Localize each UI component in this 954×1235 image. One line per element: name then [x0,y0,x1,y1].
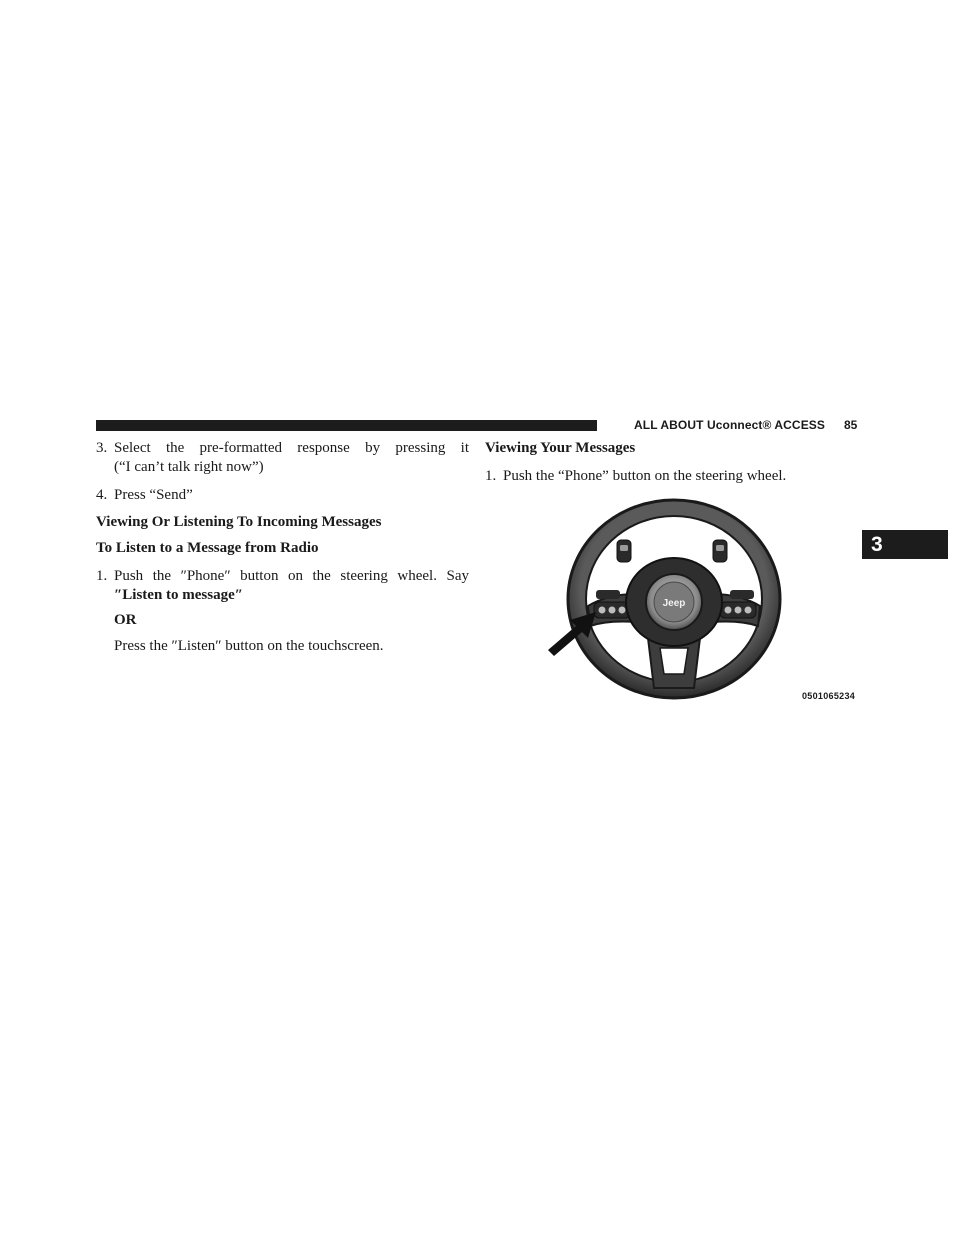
chapter-tab: 3 [862,530,948,559]
steering-wheel-figure [498,498,860,708]
phone-button [599,607,606,614]
section-title: ALL ABOUT Uconnect® ACCESS [634,418,826,432]
heading-viewing-messages: Viewing Your Messages [485,440,636,456]
step-3-line1: Select the pre-formatted response by pressing it [114,440,469,456]
step-3-number: 3. [96,440,108,456]
page-number: 85 [844,418,858,432]
step-3-line2: (“I can’t talk right now”) [114,459,264,475]
step-4-text: Press “Send” [114,487,193,503]
heading-listen-radio: To Listen to a Message from Radio [96,540,319,556]
jeep-logo: Jeep [662,598,686,609]
header-rule [96,420,597,431]
step-1-voice-command: ″Listen to message″ [114,587,244,603]
step-1-number: 1. [96,568,108,584]
right-step-1-number: 1. [485,468,497,484]
step-4-number: 4. [96,487,108,503]
alt-instruction: Press the ″Listen″ button on the touchscreen. [114,638,384,654]
step-1-line1: Push the ″Phone″ button on the steering wheel. Say [114,568,469,584]
heading-viewing-listening: Viewing Or Listening To Incoming Messages [96,514,382,530]
figure-id: 0501065234 [802,691,856,701]
right-step-1-text: Push the “Phone” button on the steering wheel. [503,468,787,484]
or-label: OR [114,612,137,628]
